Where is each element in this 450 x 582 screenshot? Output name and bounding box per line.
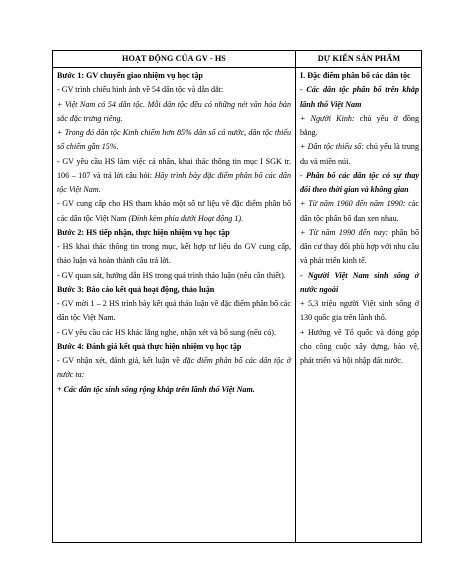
product-heading: I. Đặc điểm phân bố các dân tộc (300, 71, 411, 80)
product-paragraph (300, 140, 419, 169)
activity-italic-text: + Trong đó dân tộc Kinh chiếm hơn 85% dân số cả nước, dân tộc thiểu số chiếm gần 15%. (57, 128, 291, 152)
lesson-plan-table (52, 50, 422, 543)
activity-text: - GV nhận xét, đánh giá, kết luận về (57, 356, 183, 365)
activity-italic-text: + Việt Nam có 54 dân tộc. Mỗi dân tộc đều có những nét văn hóa bản sắc đặc trưng riêng. (57, 99, 291, 123)
activity-paragraph (57, 98, 291, 127)
activity-paragraph (57, 155, 291, 198)
product-text: + 5,3 triệu người Việt sinh sống ở 130 quốc gia trên lãnh thổ. (300, 299, 419, 323)
activity-text: - GV yêu cầu HS làm việc cá nhân, khai thác thông tin mục I SGK tr. 106 – 107 và trả lời câu hỏi: (57, 156, 291, 180)
header-teacher-student-activity: HOẠT ĐỘNG CỦA GV - HS (122, 54, 226, 63)
product-paragraph (300, 297, 419, 326)
product-paragraph (300, 226, 419, 269)
product-text: phân bố dân cư thay đổi phù hợp với nhu cầu và phát triển kinh tế. (300, 227, 419, 266)
activity-column (57, 69, 291, 397)
header-divider (53, 67, 421, 68)
header-expected-product: DỰ KIẾN SẢN PHẨM (317, 54, 401, 63)
product-italic-label: + Người Kinh: (300, 113, 355, 123)
activity-italic-text: Hãy trình bày đặc điểm phân bố các dân tộc Việt Nam. (57, 170, 291, 194)
product-text: các dân tộc phân bố đan xen nhau. (300, 199, 419, 223)
activity-heading: Bước 4: Đánh giá kết quả thực hiện nhiệm vụ học tập (57, 341, 242, 351)
activity-paragraph (57, 83, 291, 97)
column-divider (295, 51, 296, 542)
activity-italic-text: đặc điểm phân bố các dân tộc ở nước ta: (57, 356, 292, 380)
activity-paragraph (57, 197, 291, 226)
activity-paragraph (57, 326, 291, 340)
activity-heading: Bước 3: Báo cáo kết quả hoạt động, thảo luận (57, 284, 215, 294)
product-italic-label: + Từ năm 1960 đến năm 1990: (300, 199, 406, 209)
product-emphasis: - Phân bố các dân tộc có sự thay đổi theo thời gian và không gian (300, 170, 419, 194)
product-column (300, 69, 419, 368)
product-emphasis: - Người Việt Nam sinh sống ở nước ngoài (300, 270, 419, 294)
product-paragraph (300, 326, 419, 369)
product-italic-label: + Từ năm 1990 đến nay: (300, 227, 389, 237)
activity-paragraph (57, 226, 291, 240)
activity-text: - GV quan sát, hướng dẫn HS trong quá trình thảo luận (nếu cần thiết). (57, 270, 286, 280)
activity-text: - GV cung cấp cho HS tham khảo một số tư liệu về đặc điểm phân bố các dân tộc Việt Nam (57, 199, 291, 223)
activity-paragraph (57, 126, 291, 155)
product-paragraph (300, 69, 419, 83)
activity-paragraph (57, 240, 291, 269)
activity-paragraph (57, 269, 291, 283)
activity-text: - GV yêu cầu các HS khác lắng nghe, nhận xét và bổ sung (nếu có). (57, 327, 276, 337)
activity-text: - GV trình chiếu hình ảnh về 54 dân tộc và dẫn dắt: (57, 85, 224, 95)
activity-emphasis: + Các dân tộc sinh sống rộng khắp trên lãnh thổ Việt Nam. (57, 384, 255, 394)
product-text: + Hướng về Tổ quốc và đóng góp cho công cuộc xây dựng, bảo vệ, phát triển và hội nhập đất nước. (300, 327, 419, 365)
product-paragraph (300, 169, 419, 198)
product-paragraph (300, 269, 419, 298)
activity-text: - HS khai thác thông tin trong mục, kết hợp tư liệu do GV cung cấp, thảo luận và hoàn thành câu trả lời. (57, 242, 291, 266)
product-text: chủ yếu là trung du và miền núi. (300, 142, 419, 166)
activity-paragraph (57, 354, 291, 383)
product-paragraph (300, 112, 419, 141)
activity-paragraph (57, 69, 291, 83)
activity-italic-text: (Đính kèm phía dưới Hoạt động 1). (128, 213, 244, 223)
activity-paragraph (57, 297, 291, 326)
product-text: chủ yếu ở đồng bằng. (300, 113, 420, 137)
product-paragraph (300, 197, 419, 226)
activity-paragraph (57, 340, 291, 354)
activity-text: - GV mời 1 – 2 HS trình bày kết quả thảo luận về đặc điểm phân bố các dân tộc Việt Nam. (57, 299, 291, 323)
product-paragraph (300, 83, 419, 112)
activity-paragraph (57, 383, 291, 397)
activity-heading: Bước 2: HS tiếp nhận, thực hiện nhiệm vụ học tập (57, 227, 230, 237)
product-italic-label: + Dân tộc thiểu số: (300, 142, 365, 152)
activity-heading: Bước 1: GV chuyển giao nhiệm vụ học tập (57, 71, 203, 80)
product-emphasis: - Các dân tộc phân bố trên khắp lãnh thổ Việt Nam (300, 85, 419, 109)
activity-paragraph (57, 283, 291, 297)
